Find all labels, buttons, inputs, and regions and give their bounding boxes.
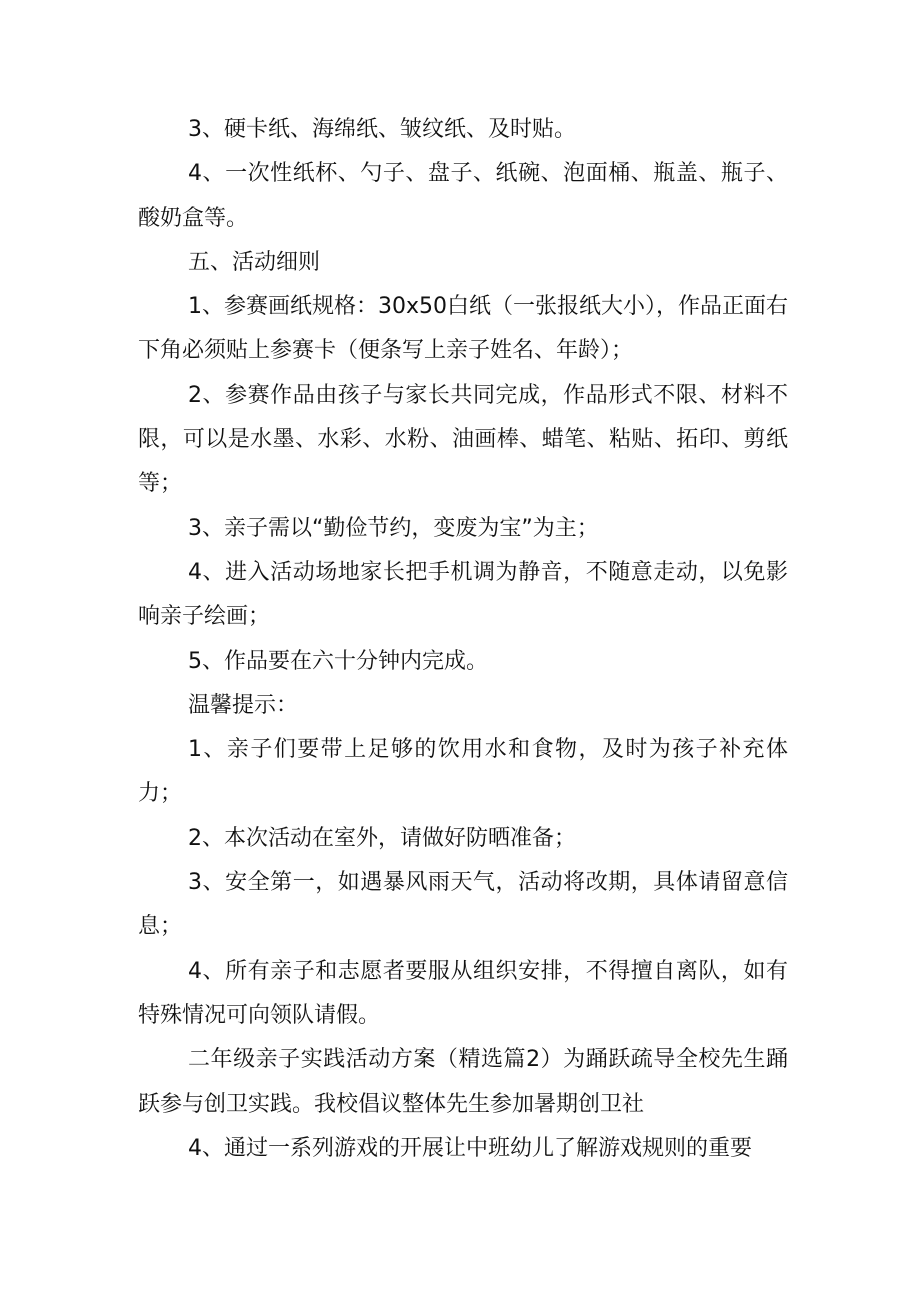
tip-item-3: 3、安全第一，如遇暴风雨天气，活动将改期，具体请留意信息； [138,870,788,940]
rule-item-3: 3、亲子需以“勤俭节约，变废为宝”为主； [188,515,599,541]
rule-item-5: 5、作品要在六十分钟内完成。 [188,648,488,674]
next-section-item-4: 4、通过一系列游戏的开展让中班幼儿了解游戏规则的重要 [188,1135,752,1161]
list-item-materials-4: 4、一次性纸杯、勺子、盘子、纸碗、泡面桶、瓶盖、瓶子、酸奶盒等。 [138,161,788,231]
next-section-intro: 二年级亲子实践活动方案（精选篇2）为踊跃疏导全校先生踊跃参与创卫实践。我校倡议整体先生参加暑期创卫社 [138,1047,788,1117]
rule-item-2: 2、参赛作品由孩子与家长共同完成，作品形式不限、材料不限，可以是水墨、水彩、水粉、油画棒、蜡笔、粘贴、拓印、剪纸等； [138,382,788,497]
tip-item-2: 2、本次活动在室外，请做好防晒准备； [188,825,576,851]
list-item-materials-3: 3、硬卡纸、海绵纸、皱纹纸、及时贴。 [188,117,576,142]
section-heading-tips: 温馨提示： [188,692,299,718]
rule-item-4: 4、进入活动场地家长把手机调为静音，不随意走动，以免影响亲子绘画； [138,559,788,630]
rule-item-1: 1、参赛画纸规格：30x50白纸（一张报纸大小），作品正面右下角必须贴上参赛卡（便条写上亲子姓名、年龄）； [138,294,789,364]
tip-item-1: 1、亲子们要带上足够的饮用水和食物，及时为孩子补充体力； [138,737,788,807]
section-heading-rules: 五、活动细则 [188,249,321,275]
document-body [138,108,788,1171]
tip-item-4: 4、所有亲子和志愿者要服从组织安排，不得擅自离队，如有特殊情况可向领队请假。 [138,958,788,1028]
